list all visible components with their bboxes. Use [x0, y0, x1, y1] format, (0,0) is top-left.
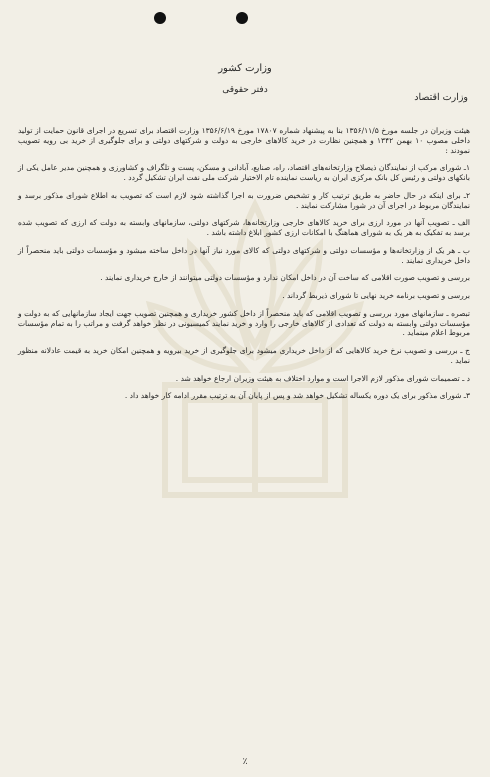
letter-body: [18, 126, 470, 409]
addressee: وزارت اقتصاد: [414, 92, 468, 103]
page-number: ٪: [242, 757, 248, 767]
paragraph: ج ـ بررسی و تصویب نرخ خرید کالاهایی که از داخل خریداری میشود برای جلوگیری از خرید بیرویه و همچنین امکان خرید به قیمت عادلانه منظور نماید .: [18, 346, 470, 365]
paragraph: ۳ـ شورای مذکور برای یک دوره یکساله تشکیل خواهد شد و پس از پایان آن به ترتیب مقرر ادامه کار خواهد داد .: [124, 391, 470, 401]
ministry-heading: وزارت کشور: [218, 63, 272, 74]
paragraph: بررسی و تصویب برنامه خرید نهایی تا شورای ذیربط گرداند .: [282, 291, 470, 300]
paragraph: هیئت وزیران در جلسه مورخ ۱۳۵۶/۱۱/۵ بنا به پیشنهاد شماره ۱۷۸۰۷ مورخ ۱۳۵۶/۶/۱۹ وزارت اقتصاد برای تسریع در اجرای قانون حمایت از تولید داخلی مصوب ۱۰ بهمن ۱۳۴۲ و همچنین نظارت در خرید کالاهای خارجی به دولت و شرکتهای دولتی و برای جلوگیری از خرید بی رویه تصویب نمودند :: [18, 126, 471, 155]
paragraph: تبصره ـ سازمانهای مورد بررسی و تصویب اقلامی که باید منحصراً از داخل کشور خریداری و همچنین تصویب جهت ایجاد سازمانهایی که به دولت و مؤسسات دولتی وابسته به دولت که تعدادی از کالاهای خارجی را وارد و خرید نمایند کمیسیونی در نظر خواهد گرفت و مراتب را به تمام مؤسسات مربوط اعلام مینماید .: [18, 308, 470, 338]
paragraph: ۲ـ برای اینکه در حال حاضر به طریق ترتیب کار و تشخیص ضرورت به اجرا گذاشته شود لازم است که تصویب به اطلاع شورای مذکور برسد و نمایندگان مربوط در اجرای آن در شورا مشارکت نمایند .: [18, 190, 470, 210]
paragraph: ۱ـ شورای مرکب از نمایندگان ذیصلاح وزارتخانه‌های اقتصاد، راه، صنایع، آبادانی و مسکن، پست و تلگراف و کشاورزی و همچنین مدیر عامل یکی از بانکهای دولتی و رئیس کل بانک مرکزی ایران به ریاست نماینده تام الاختیار شرکت ملی نفت ایران تشکیل گردد .: [18, 163, 470, 182]
punch-hole: [154, 12, 166, 24]
paragraph: الف ـ تصویب آنها در مورد ارزی برای خرید کالاهای خارجی وزارتخانه‌ها، شرکتهای دولتی، سازمانهای وابسته به دولت که ارزی که تصویب شده برسد به تفکیک به هر یک به شورای هماهنگ با امکانات ارزی کشور ابلاغ داشته باشد .: [18, 218, 470, 237]
punch-hole: [236, 12, 248, 24]
paragraph: د ـ تصمیمات شورای مذکور لازم الاجرا است و موارد اختلاف به هیئت وزیران ارجاع خواهد شد .: [175, 373, 470, 383]
paragraph: ب ـ هر یک از وزارتخانه‌ها و مؤسسات دولتی و شرکتهای دولتی که کالای مورد نیاز آنها در داخل ساخته میشود و مؤسسات دولتی باید منحصراً از داخل خریداری نمایند .: [18, 245, 470, 265]
paragraph: بررسی و تصویب صورت اقلامی که ساخت آن در داخل امکان ندارد و مؤسسات دولتی میتوانند از خارج خریداری نمایند .: [100, 273, 470, 283]
office-heading: دفتر حقوقی: [222, 85, 268, 95]
